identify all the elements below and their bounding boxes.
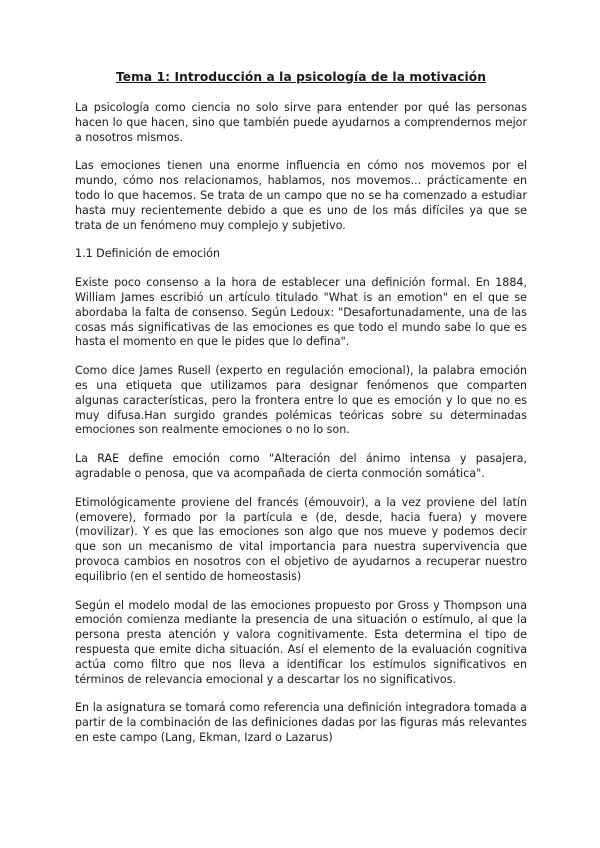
section-paragraph-1: Existe poco consenso a la hora de establecer una definición formal. En 1884, William James escribió un artículo titulado "What is an emotion" en el que se abordaba la falta de consenso. Según Ledoux: "Desafortunadamente, una de las cosas más significativas de las emociones es que todo el mundo sabe lo que es hasta el momento en que le pides que lo defina". [75, 276, 527, 349]
section-paragraph-5: Según el modelo modal de las emociones propuesto por Gross y Thompson una emoción comienza mediante la presencia de una situación o estímulo, al que la persona presta atención y valora cognitivamente. Esta determina el tipo de respuesta que emite dicha situación. Así el elemento de la evaluación cognitiva actúa como filtro que nos lleva a identificar los estímulos significativos en términos de relevancia emocional y a descartar los no significativos. [75, 598, 527, 686]
section-paragraph-3: La RAE define emoción como "Alteración del ánimo intensa y pasajera, agradable o penosa, que va acompañada de cierta conmoción somática". [75, 452, 527, 480]
section-paragraph-6: En la asignatura se tomará como referencia una definición integradora tomada a partir de la combinación de las definiciones dadas por las figuras más relevantes en este campo (Lang, Ekman, Izard o Lazarus) [75, 701, 527, 744]
document-title: Tema 1: Introducción a la psicología de la motivación [115, 70, 487, 84]
section-heading: 1.1 Definición de emoción [75, 247, 220, 261]
section-paragraph-4: Etimológicamente proviene del francés (émouvoir), a la vez proviene del latín (emovere), formado por la partícula e (de, desde, hacia fuera) y movere (movilizar). Y es que las emociones son algo que nos mueve y podemos decir que son un mecanismo de vital importancia para nuestra supervivencia que provoca cambios en nosotros con el objetivo de ayudarnos a recuperar nuestro equilibrio (en el sentido de homeostasis) [75, 495, 527, 583]
document-page [75, 70, 527, 760]
section-paragraph-2: Como dice James Rusell (experto en regulación emocional), la palabra emoción es una etiqueta que utilizamos para designar fenómenos que comparten algunas características, pero la frontera entre lo que es emoción y lo que no es muy difusa.Han surgido grandes polémicas teóricas sobre su determinadas emociones son realmente emociones o no lo son. [75, 364, 527, 437]
intro-paragraph-2: Las emociones tienen una enorme influencia en cómo nos movemos por el mundo, cómo nos relacionamos, hablamos, nos movemos... prácticamente en todo lo que hacemos. Se trata de un campo que no se ha comenzado a estudiar hasta muy recientemente debido a que es uno de los más difíciles ya que se trata de un fenómeno muy complejo y subjetivo. [75, 159, 527, 232]
intro-paragraph-1: La psicología como ciencia no solo sirve para entender por qué las personas hacen lo que hacen, sino que también puede ayudarnos a comprendernos mejor a nosotros mismos. [75, 101, 527, 144]
